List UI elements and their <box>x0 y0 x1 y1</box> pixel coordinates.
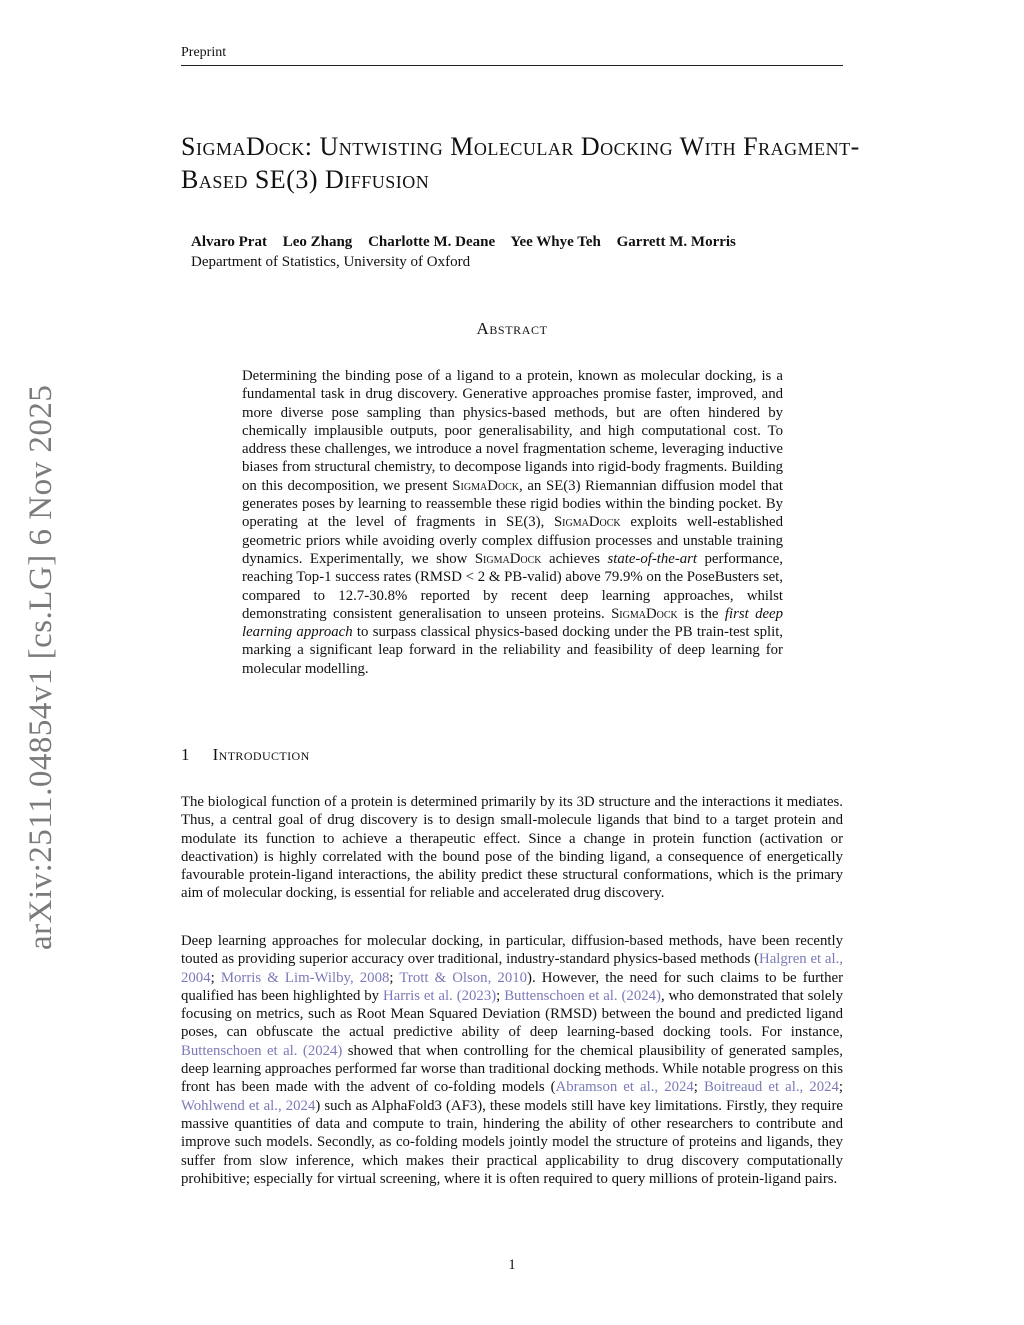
section-number: 1 <box>181 745 190 764</box>
paragraph: Deep learning approaches for molecular docking, in particular, diffusion-based methods, have been recently touted as providing superior accuracy over traditional, industry-standard physics-based methods (Halgren et al., 2004; Morris & Lim-Wilby, 2008; Trott & Olson, 2010). However, the need for such claims to be further qualified has been highlighted by Harris et al. (2023); Buttenschoen et al. (2024), who demonstrated that solely focusing on metrics, such as Root Mean Squared Deviation (RMSD) between the bound and predicted ligand poses, can obfuscate the actual predictive ability of deep learning-based docking tools. For instance, Buttenschoen et al. (2024) showed that when controlling for the chemical plausibility of generated samples, deep learning approaches performed far worse than traditional docking methods. While notable progress on this front has been made with the advent of co-folding models (Abramson et al., 2024; Boitreaud et al., 2024; Wohlwend et al., 2024) such as AlphaFold3 (AF3), these models still have key limitations. Firstly, they require massive quantities of data and compute to train, hindering the ability of other researchers to contribute and improve such models. Secondly, as co-folding models jointly model the structure of proteins and ligands, they suffer from slow inference, which makes their practical applicability to drug discovery computationally prohibitive; especially for virtual screening, where it is often required to query millions of protein-ligand pairs. <box>181 933 844 1187</box>
method-name: SigmaDock <box>553 514 621 531</box>
abstract-body: Determining the binding pose of a ligand to a protein, known as molecular docking, is a fundamental task in drug discovery. Generative approaches promise faster, improved, and more diverse pose sampling than physics-based methods, but are often hindered by chemically implausible outputs, poor generalisability, and high computational cost. To address these challenges, we introduce a novel fragmentation scheme, leveraging inductive biases from structural chemistry, to decompose ligands into rigid-body fragments. Building on this decomposition, we present SigmaDock, an SE(3) Riemannian diffusion model that generates poses by learning to reassemble these rigid bodies within the binding pocket. By operating at the level of fragments in SE(3), SigmaDock exploits well-established geometric priors while avoiding overly complex diffusion processes and unstable training dynamics. Experimentally, we show SigmaDock achieves state-of-the-art performance, reaching Top-1 success rates (RMSD < 2 & PB-valid) above 79.9% on the PoseBusters set, compared to 12.7-30.8% reported by recent deep learning approaches, whilst demonstrating consistent generalisation to unseen proteins. SigmaDock is the first deep learning approach to surpass classical physics-based docking under the PB train-test split, marking a significant leap forward in the reliability and feasibility of deep learning for molecular modelling. <box>242 368 784 677</box>
citation-link[interactable]: Abramson et al., 2024 <box>555 1079 694 1096</box>
citation-link[interactable]: Wohlwend et al., 2024 <box>181 1097 316 1114</box>
arxiv-stamp: arXiv:2511.04854v1 [cs.LG] 6 Nov 2025 <box>23 384 59 950</box>
citation-link[interactable]: Harris et al. (2023) <box>382 987 497 1004</box>
citation-link[interactable]: Morris & Lim-Wilby, 2008 <box>220 969 390 986</box>
section-heading <box>181 745 310 765</box>
abstract-heading: Abstract <box>476 319 548 338</box>
author: Leo Zhang <box>282 234 353 250</box>
author-list <box>191 234 748 251</box>
author: Garrett M. Morris <box>616 234 736 250</box>
running-header: Preprint <box>181 45 227 60</box>
citation-link[interactable]: Buttenschoen et al. (2024) <box>504 987 661 1004</box>
citation-link[interactable]: Trott & Olson, 2010 <box>399 969 528 986</box>
author: Alvaro Prat <box>191 234 267 250</box>
method-name: SigmaDock <box>452 477 519 494</box>
method-name: SigmaDock <box>474 550 542 567</box>
author: Charlotte M. Deane <box>368 234 496 250</box>
citation-link[interactable]: Halgren et al., 2004 <box>181 951 843 986</box>
header-rule <box>181 65 843 66</box>
paper-title: SigmaDock: Untwisting Molecular Docking With Fragment-Based SE(3) Diffusion <box>181 132 860 194</box>
affiliation: Department of Statistics, University of Oxford <box>191 254 471 270</box>
author: Yee Whye Teh <box>510 234 601 250</box>
paragraph: The biological function of a protein is determined primarily by its 3D structure and the interactions it mediates. Thus, a central goal of drug discovery is to design small-molecule ligands that bind to a target protein and modulate its function to achieve a therapeutic effect. Since a change in protein function (activation or deactivation) is highly correlated with the bound pose of the binding ligand, a consequence of energetically favourable protein-ligand interactions, the ability predict these structural conformations, which is the primary aim of molecular docking, is essential for reliable and accelerated drug discovery. <box>181 794 843 902</box>
method-name: SigmaDock <box>611 605 678 622</box>
citation-link[interactable]: Boitreaud et al., 2024 <box>703 1079 839 1096</box>
citation-link[interactable]: Buttenschoen et al. (2024) <box>181 1042 343 1059</box>
page-number: 1 <box>508 1257 516 1273</box>
section-title: Introduction <box>212 745 310 764</box>
